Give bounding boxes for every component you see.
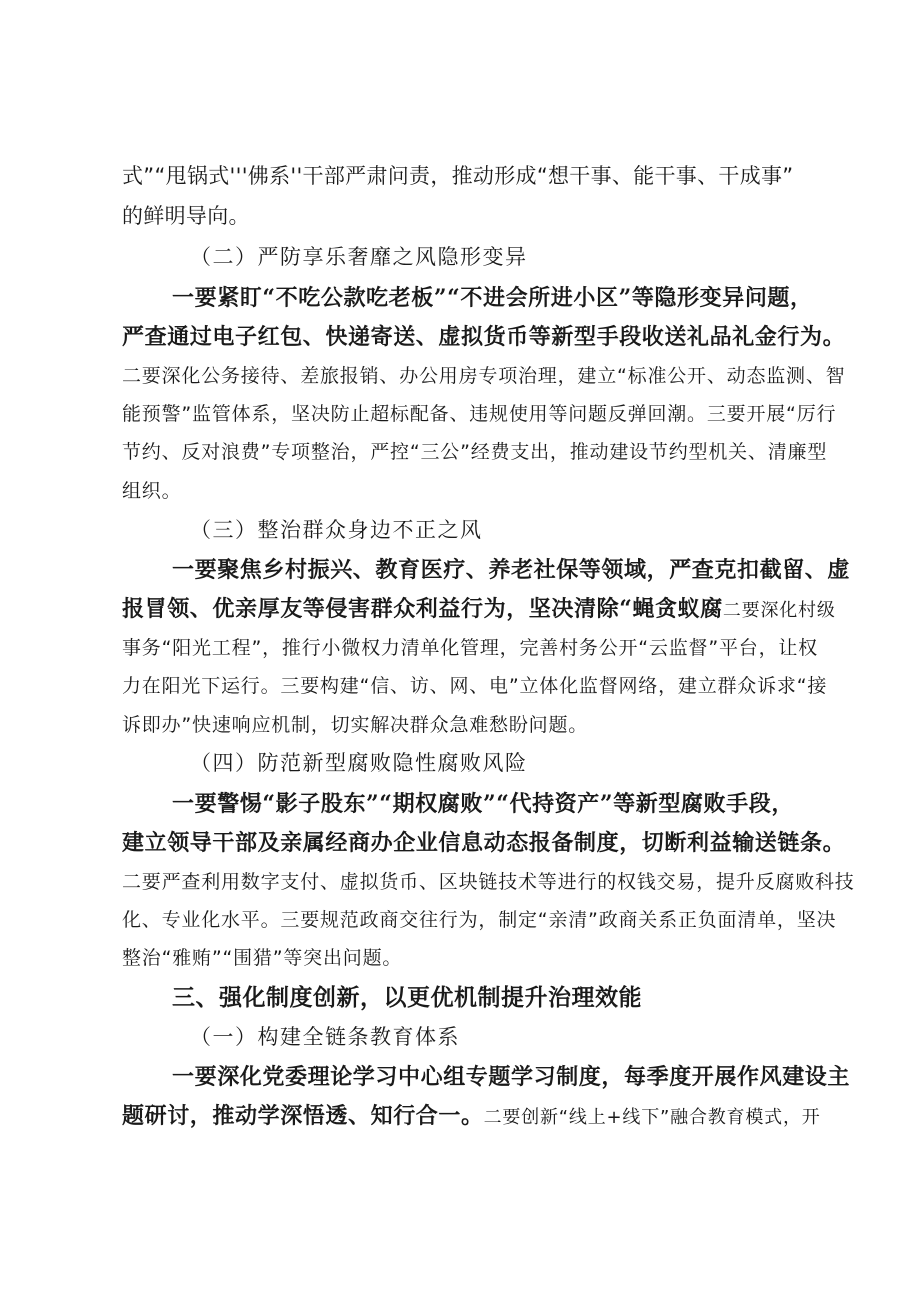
subsection-heading-3: （三）整治群众身边不正之风 xyxy=(190,518,483,542)
paragraph-line-10 xyxy=(122,594,836,626)
paragraph-line-18: 整治“雅贿”“围猎”等突出问题。 xyxy=(122,947,403,969)
paragraph-line-15: 建立领导干部及亲属经商办企业信息动态报备制度，切断利益输送链条。 xyxy=(122,830,846,856)
section-heading-3: 三、强化制度创新，以更优机制提升治理效能 xyxy=(172,985,642,1011)
subsection-heading-4: （四）防范新型腐败隐性腐败风险 xyxy=(190,751,528,775)
paragraph-line-10-light: 二要深化村级 xyxy=(722,600,836,621)
paragraph-line-19: 一要深化党委理论学习中心组专题学习制度，每季度开展作风建设主 xyxy=(172,1064,851,1090)
paragraph-line-13: 诉即办”快速响应机制，切实解决群众急难愁盼问题。 xyxy=(122,714,589,736)
paragraph-line-20-light: 二要创新“线上+线下”融合教育模式，开 xyxy=(483,1107,821,1128)
paragraph-line-11: 事务“阳光工程”，推行小微权力清单化管理，完善村务公开“云监督”平台，让权 xyxy=(122,637,818,659)
paragraph-line-5: 二要深化公务接待、差旅报销、办公用房专项治理，建立“标准公开、动态监测、智 xyxy=(122,365,846,387)
paragraph-line-4: 严查通过电子红包、快递寄送、虚拟货币等新型手段收送礼品礼金行为。 xyxy=(122,324,846,350)
paragraph-line-17: 化、专业化水平。三要规范政商交往行为，制定“亲清”政商关系正负面清单，坚决 xyxy=(122,909,837,931)
paragraph-line-14: 一要警惕“影子股东”“期权腐败”“代持资产”等新型腐败手段， xyxy=(172,791,794,817)
paragraph-line-3: 一要紧盯“不吃公款吃老板”“不进会所进小区”等隐形变异问题， xyxy=(172,285,813,311)
paragraph-line-2: 的鲜明导向。 xyxy=(122,204,250,228)
paragraph-line-9: 一要聚焦乡村振兴、教育医疗、养老社保等领域，严查克扣截留、虚 xyxy=(172,557,851,583)
paragraph-line-20 xyxy=(122,1101,821,1133)
paragraph-line-20-bold: 题研讨，推动学深悟透、知行合一。 xyxy=(122,1103,484,1129)
paragraph-line-16: 二要严查利用数字支付、虚拟货币、区块链技术等进行的权钱交易，提升反腐败科技 xyxy=(122,871,855,893)
subsection-heading-2: （二）严防享乐奢靡之风隐形变异 xyxy=(190,245,528,269)
paragraph-line-6: 能预警”监管体系，坚决防止超标配备、违规使用等问题反弹回潮。三要开展“厉行 xyxy=(122,403,837,425)
paragraph-line-8: 组织。 xyxy=(122,480,182,502)
paragraph-line-10-bold: 报冒领、优亲厚友等侵害群众利益行为，坚决清除“蝇贪蚁腐 xyxy=(122,596,723,622)
paragraph-line-1: 式”“甩锅式'''佛系''干部严肃问责，推动形成“想干事、能干事、干成事” xyxy=(122,164,794,188)
subsection-heading-3-1: （一）构建全链条教育体系 xyxy=(190,1025,460,1049)
paragraph-line-7: 节约、反对浪费”专项整治，严控“三公”经费支出，推动建设节约型机关、清廉型 xyxy=(122,441,828,463)
paragraph-line-12: 力在阳光下运行。三要构建“信、访、网、电”立体化监督网络，建立群众诉求“接 xyxy=(122,675,828,697)
